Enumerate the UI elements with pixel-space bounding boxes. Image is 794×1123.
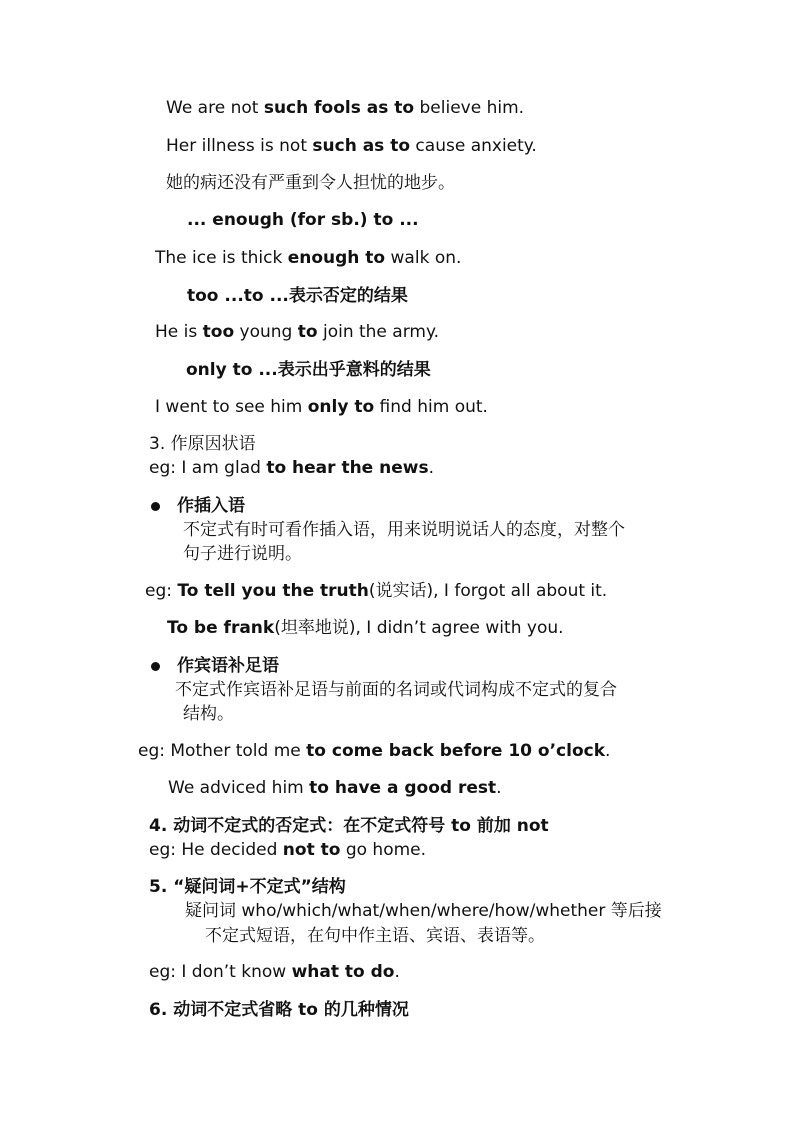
example-too-to: He is too young to join the army. <box>155 322 440 342</box>
heading-interrogative-infinitive: 5. “疑问词+不定式”结构 <box>149 877 346 897</box>
example-frank: To be frank(坦率地说), I didn’t agree with you. <box>167 618 564 638</box>
example-truth: eg: To tell you the truth(说实话), I forgot all about it. <box>145 581 608 601</box>
example-not-to: eg: He decided not to go home. <box>149 840 427 860</box>
example-enough: The ice is thick enough to walk on. <box>155 248 462 268</box>
desc-interrogative-2: 不定式短语，在句中作主语、宾语、表语等。 <box>205 926 545 946</box>
example-only-to: I went to see him only to find him out. <box>155 397 488 417</box>
example-good-rest: We adviced him to have a good rest. <box>168 778 502 798</box>
bullet-icon <box>151 502 160 511</box>
heading-negative-form: 4. 动词不定式的否定式：在不定式符号 to 前加 not <box>149 816 549 836</box>
heading-omit-to: 6. 动词不定式省略 to 的几种情况 <box>149 1000 409 1020</box>
heading-reason-adverbial: 3. 作原因状语 <box>149 434 256 454</box>
heading-parenthesis: 作插入语 <box>177 496 245 516</box>
pattern-only-to: only to ...表示出乎意料的结果 <box>186 360 431 380</box>
example-hear-news: eg: I am glad to hear the news. <box>149 458 434 478</box>
desc-object-complement-1: 不定式作宾语补足语与前面的名词或代词构成不定式的复合 <box>175 680 617 700</box>
example-come-back: eg: Mother told me to come back before 10 o’clock. <box>138 741 611 761</box>
desc-object-complement-2: 结构。 <box>183 704 234 724</box>
example-what-to-do: eg: I don’t know what to do. <box>149 962 400 982</box>
example-such-fools: We are not such fools as to believe him. <box>166 98 525 118</box>
desc-interrogative-1: 疑问词 who/which/what/when/where/how/whether 等后接 <box>185 901 662 921</box>
heading-object-complement: 作宾语补足语 <box>177 656 279 676</box>
bullet-icon <box>151 662 160 671</box>
example-such-as: Her illness is not such as to cause anxiety. <box>166 136 537 156</box>
translation-illness: 她的病还没有严重到令人担忧的地步。 <box>166 173 455 193</box>
desc-parenthesis-1: 不定式有时可看作插入语，用来说明说话人的态度，对整个 <box>183 520 625 540</box>
desc-parenthesis-2: 句子进行说明。 <box>183 544 302 564</box>
pattern-enough: ... enough (for sb.) to ... <box>187 210 419 230</box>
pattern-too-to: too ...to ...表示否定的结果 <box>187 286 408 306</box>
